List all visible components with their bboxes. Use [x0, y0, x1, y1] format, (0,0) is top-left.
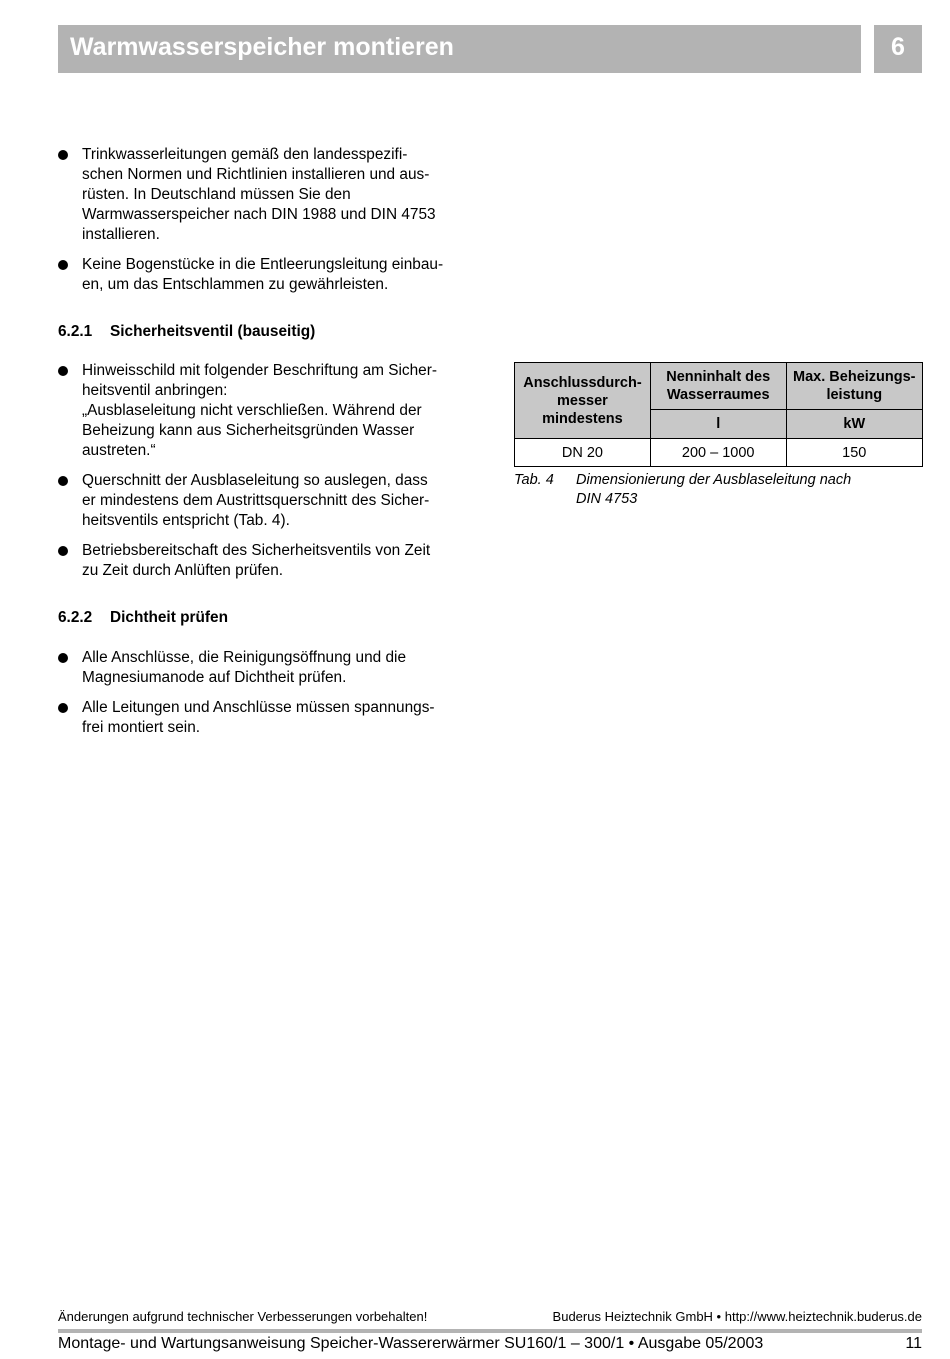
table-cell: 200 – 1000	[650, 439, 786, 467]
table-unit-cell: kW	[786, 410, 922, 439]
list-item	[58, 541, 470, 581]
table-cell: 150	[786, 439, 922, 467]
table-header-cell: Anschlussdurch- messer mindestens	[515, 363, 651, 439]
list-item	[58, 255, 470, 295]
table-header-row	[515, 363, 923, 410]
table-caption-label: Tab. 4	[514, 472, 554, 488]
footer-company: Buderus Heiztechnik GmbH • http://www.heiztechnik.buderus.de	[552, 1309, 922, 1324]
bullet-icon	[58, 366, 68, 376]
bullet-text: Hinweisschild mit folgender Beschriftung am Sicher- heitsventil anbringen: „Ausblaseleitung nicht verschließen. Während der Beheizung kann aus Sicherheitsgründen Wasser austreten.“	[82, 362, 437, 459]
chapter-badge	[874, 25, 922, 73]
section-heading-6-2-2	[58, 608, 228, 628]
footer-note: Änderungen aufgrund technischer Verbesserungen vorbehalten!	[58, 1309, 428, 1324]
bullet-icon	[58, 260, 68, 270]
intro-bullets	[58, 145, 470, 305]
table-header-cell: Nenninhalt des Wasserraumes	[650, 363, 786, 410]
bullet-text: Alle Leitungen und Anschlüsse müssen spannungs- frei montiert sein.	[82, 699, 435, 736]
footer-document-title: Montage- und Wartungsanweisung Speicher-Wassererwärmer SU160/1 – 300/1 • Ausgabe 05/2003	[58, 1335, 764, 1352]
section-title: Sicherheitsventil (bauseitig)	[110, 323, 316, 340]
section-6-2-1-bullets	[58, 361, 470, 591]
section-heading-6-2-1	[58, 322, 315, 342]
chapter-number: 6	[891, 33, 905, 61]
list-item	[58, 361, 470, 461]
list-item	[58, 698, 470, 738]
dimension-table	[514, 362, 923, 467]
table-header-cell: Max. Beheizungs- leistung	[786, 363, 922, 410]
bullet-icon	[58, 476, 68, 486]
bullet-icon	[58, 703, 68, 713]
bullet-text: Alle Anschlüsse, die Reinigungsöffnung und die Magnesiumanode auf Dichtheit prüfen.	[82, 649, 407, 686]
table-unit-cell: l	[650, 410, 786, 439]
list-item	[58, 648, 470, 688]
bullet-icon	[58, 546, 68, 556]
table-cell: DN 20	[515, 439, 651, 467]
section-number: 6.2.1	[58, 323, 93, 340]
page-title: Warmwasserspeicher montieren	[70, 33, 454, 61]
page-number: 11	[905, 1335, 922, 1352]
section-title: Dichtheit prüfen	[110, 609, 228, 626]
footer-divider	[58, 1329, 922, 1333]
bullet-text: Querschnitt der Ausblaseleitung so auslegen, dass er mindestens dem Austrittsquerschnitt des Sicher- heitsventils entspricht (Tab. 4).	[82, 472, 430, 529]
bullet-text: Keine Bogenstücke in die Entleerungsleitung einbau- en, um das Entschlammen zu gewährleisten.	[82, 256, 444, 293]
list-item	[58, 145, 470, 245]
table-row	[515, 439, 923, 467]
section-number: 6.2.2	[58, 609, 93, 626]
header-bar	[58, 25, 861, 73]
bullet-icon	[58, 150, 68, 160]
bullet-text: Trinkwasserleitungen gemäß den landesspezifi- schen Normen und Richtlinien installieren und aus- rüsten. In Deutschland müssen Sie den Warmwasserspeicher nach DIN 1988 und DIN 4753 installieren.	[82, 146, 436, 243]
bullet-icon	[58, 653, 68, 663]
table-caption-text: Dimensionierung der Ausblaseleitung nach DIN 4753	[576, 472, 852, 507]
bullet-text: Betriebsbereitschaft des Sicherheitsventils von Zeit zu Zeit durch Anlüften prüfen.	[82, 542, 431, 579]
list-item	[58, 471, 470, 531]
table-caption	[514, 471, 924, 509]
section-6-2-2-bullets	[58, 648, 470, 748]
